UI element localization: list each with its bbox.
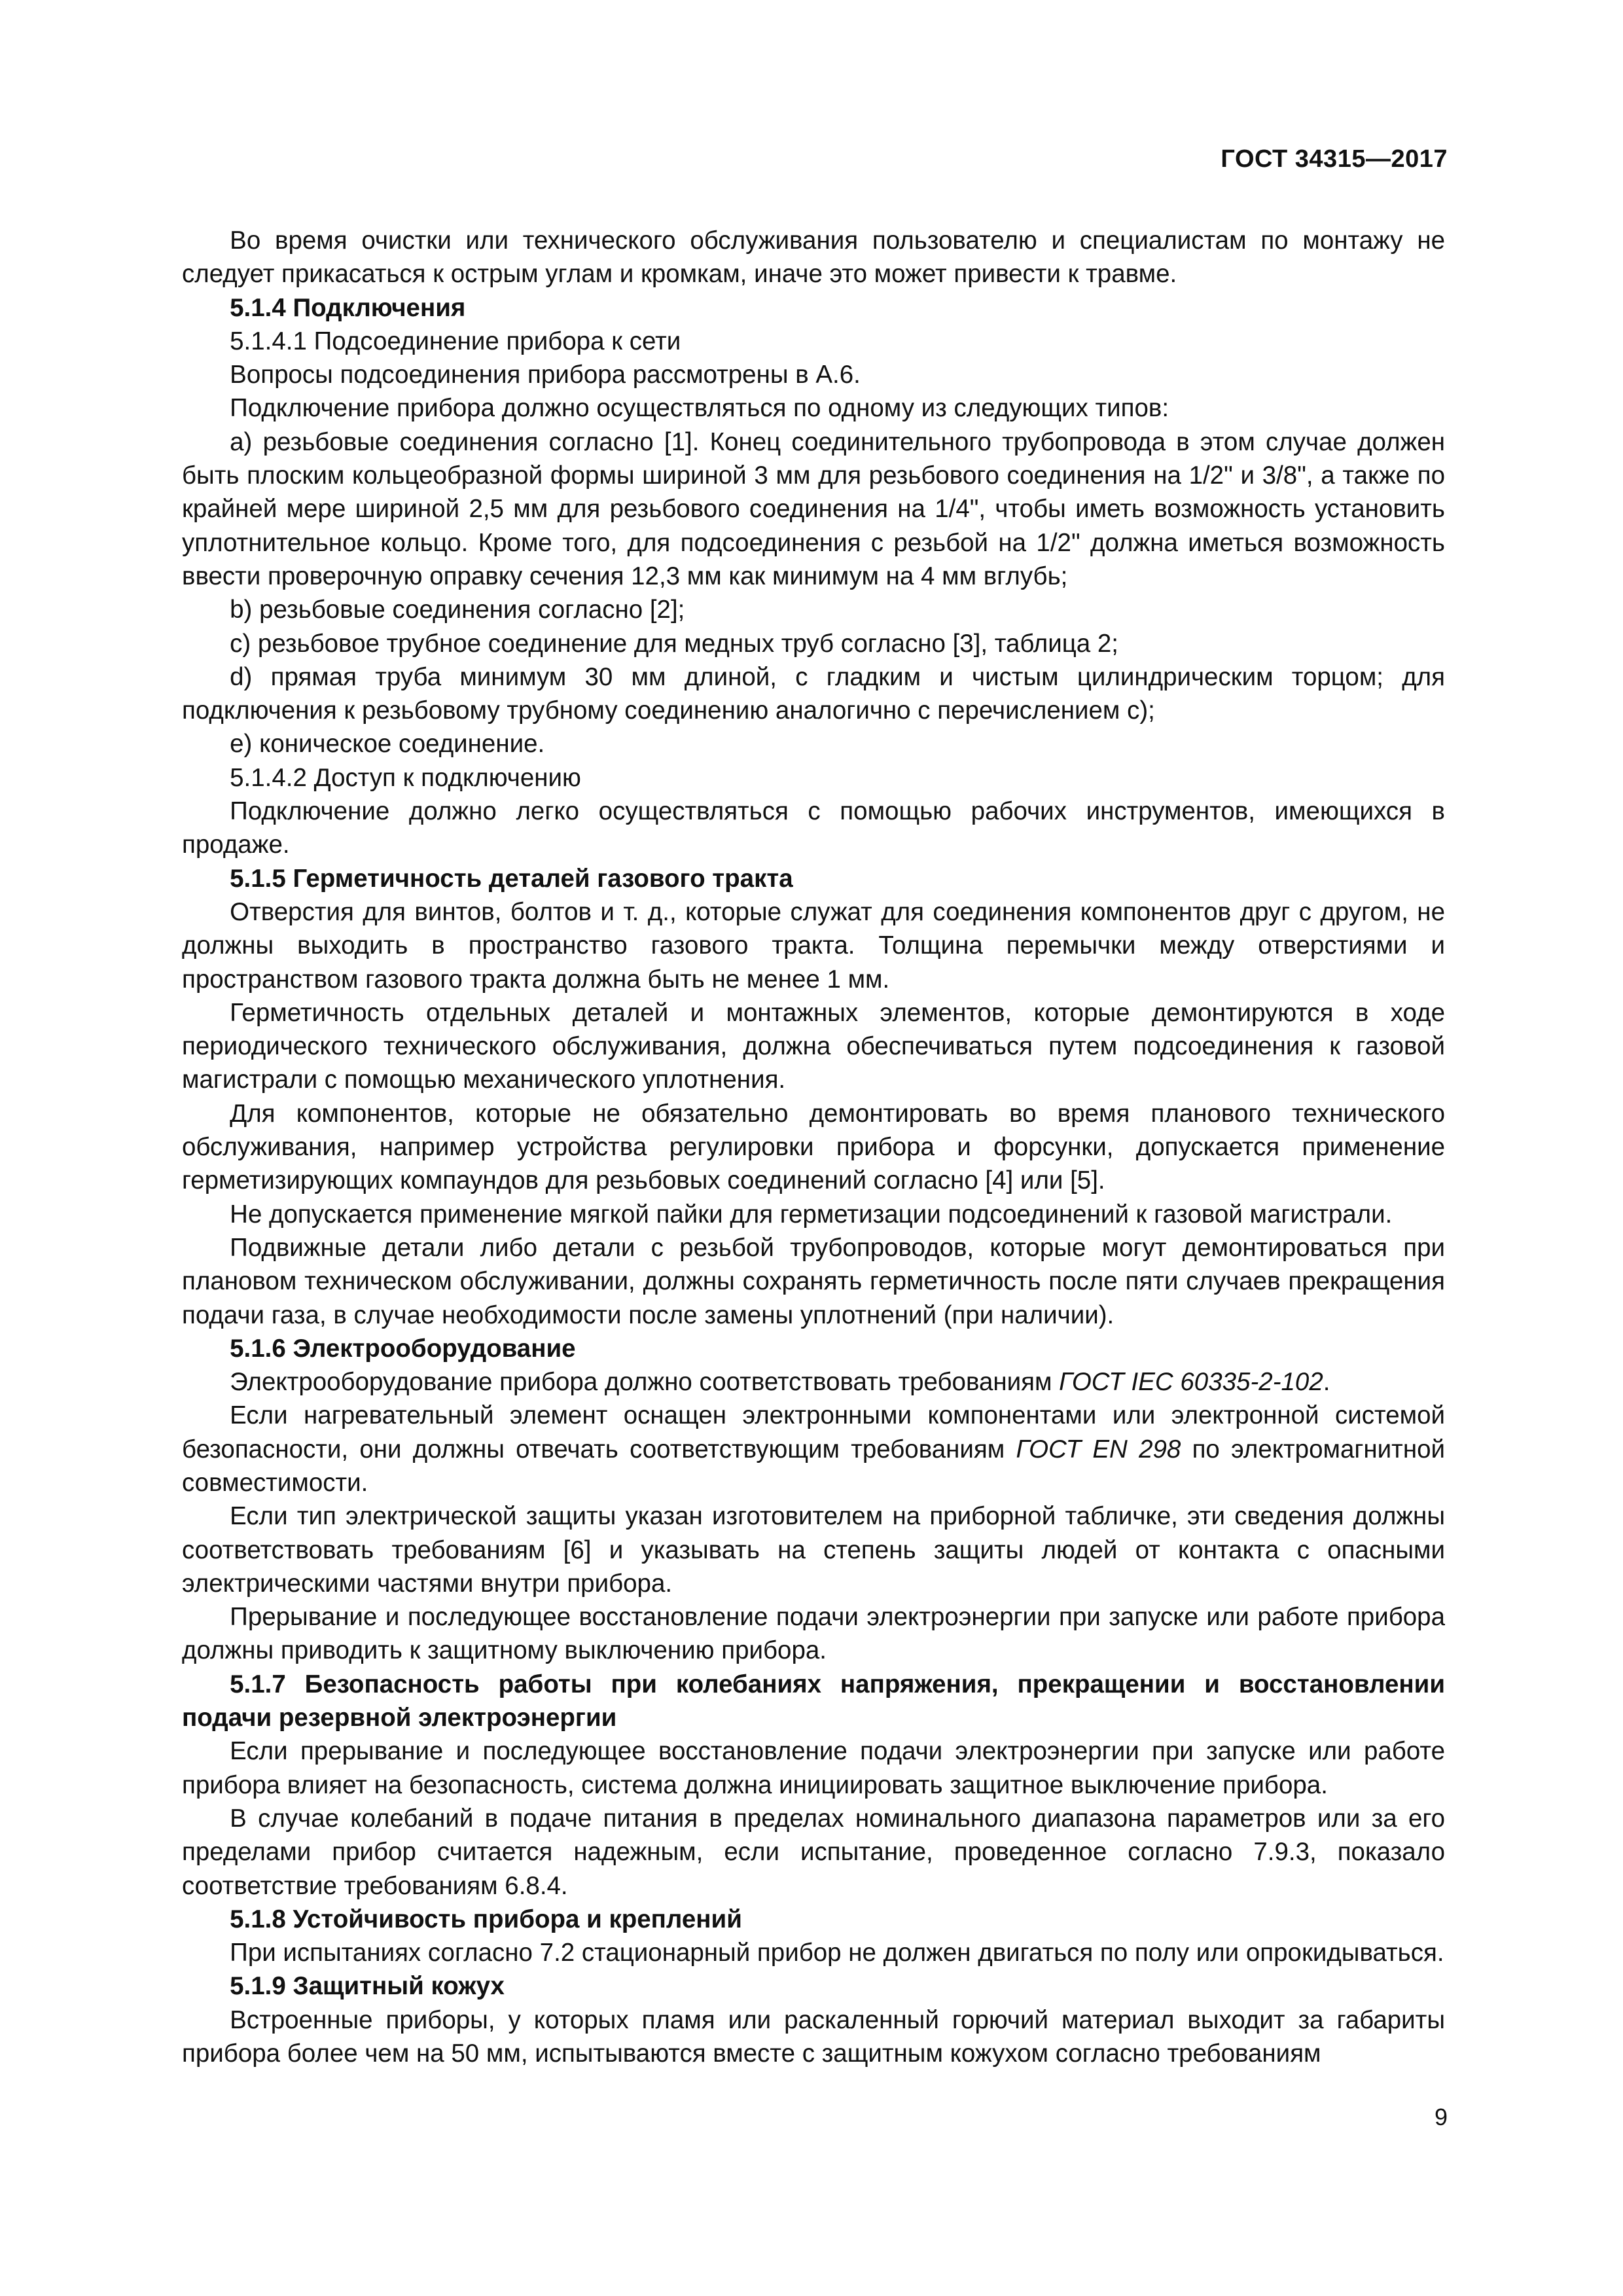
paragraph: Прерывание и последующее восстановление подачи электроэнергии при запуске или работе прибора должны приводить к защитному выключению прибора.	[182, 1603, 1445, 1665]
section-heading: 5.1.6 Электрооборудование	[230, 1334, 576, 1363]
paragraph: а) резьбовые соединения согласно [1]. Конец соединительного трубопровода в этом случае должен быть плоским кольцеобразной формы шириной 3 мм для резьбового соединения на 1/2" и 3/8", а также по крайней мере шириной 2,5 мм для резьбового соединения на 1/4", чтобы иметь возможность установить уплотнительное кольцо. Кроме того, для подсоединения с резьбой на 1/2" должна иметься возможность ввести проверочную оправку сечения 12,3 мм как минимум на 4 мм вглубь;	[182, 427, 1445, 590]
paragraph-text: Если нагревательный элемент оснащен электронными компонентами или электронной системой безопасности, они должны отвечать соответствующим требованиям	[182, 1401, 1445, 1463]
paragraph: Встроенные приборы, у которых пламя или раскаленный горючий материал выходит за габариты прибора более чем на 50 мм, испытываются вместе с защитным кожухом согласно требованиям	[182, 2005, 1445, 2068]
paragraph: Если тип электрической защиты указан изготовителем на приборной табличке, эти сведения должны соответствовать требованиям [6] и указывать на степень защиты людей от контакта с опасными электрическими частями внутри прибора.	[182, 1502, 1445, 1598]
paragraph: Вопросы подсоединения прибора рассмотрены в А.6.	[230, 361, 861, 389]
paragraph: e) коническое соединение.	[230, 730, 545, 759]
paragraph-text-tail: по электромагнитной совместимости.	[182, 1435, 1445, 1497]
paragraph-text-tail: .	[1323, 1368, 1330, 1397]
section-heading: 5.1.4 Подключения	[230, 293, 466, 322]
paragraph: Во время очистки или технического обслуживания пользователю и специалистам по монтажу не следует прикасаться к острым углам и кромкам, иначе это может привести к травме.	[182, 226, 1445, 289]
section-heading: 5.1.8 Устойчивость прибора и креплений	[230, 1905, 742, 1933]
paragraph	[182, 1399, 1445, 1499]
paragraph: В случае колебаний в подаче питания в пределах номинального диапазона параметров или за его пределами прибор считается надежным, если испытание, проведенное согласно 7.9.3, показало соответствие требованиям 6.8.4.	[182, 1804, 1445, 1900]
paragraph: Герметичность отдельных деталей и монтажных элементов, которые демонтируются в ходе периодического технического обслуживания, должна обеспечиваться путем подсоединения к газовой магистрали с помощью механического уплотнения.	[182, 998, 1445, 1094]
paragraph: При испытаниях согласно 7.2 стационарный прибор не должен двигаться по полу или опрокидываться.	[230, 1939, 1444, 1967]
paragraph	[182, 1365, 1445, 1399]
standard-reference: ГОСТ IEC 60335-2-102	[1059, 1368, 1323, 1397]
standard-reference: ГОСТ EN 298	[1016, 1435, 1181, 1463]
page-number: 9	[1434, 2104, 1448, 2130]
paragraph: Подвижные детали либо детали с резьбой трубопроводов, которые могут демонтироваться при плановом техническом обслуживании, должны сохранять герметичность после пяти случаев прекращения подачи газа, в случае необходимости после замены уплотнений (при наличии).	[182, 1233, 1445, 1329]
paragraph: Не допускается применение мягкой пайки для герметизации подсоединений к газовой магистрали.	[230, 1200, 1393, 1229]
paragraph: Если прерывание и последующее восстановление подачи электроэнергии при запуске или работе прибора влияет на безопасность, система должна инициировать защитное выключение прибора.	[182, 1737, 1445, 1799]
paragraph: 5.1.4.1 Подсоединение прибора к сети	[230, 327, 681, 355]
document-number: ГОСТ 34315—2017	[1221, 145, 1448, 173]
paragraph: Подключение прибора должно осуществляться по одному из следующих типов:	[230, 394, 1169, 423]
paragraph: Для компонентов, которые не обязательно демонтировать во время планового технического обслуживания, например устройства регулировки прибора и форсунки, допускается применение герметизирующих компаундов для резьбовых соединений согласно [4] или [5].	[182, 1099, 1445, 1195]
paragraph: 5.1.4.2 Доступ к подключению	[230, 763, 581, 792]
section-heading: 5.1.7 Безопасность работы при колебаниях напряжения, прекращении и восстановлении подачи резервной электроэнергии	[182, 1670, 1445, 1732]
page-body	[182, 224, 1445, 2070]
paragraph: Отверстия для винтов, болтов и т. д., которые служат для соединения компонентов друг с другом, не должны выходить в пространство газового тракта. Толщина перемычки между отверстиями и пространством газового тракта должна быть не менее 1 мм.	[182, 897, 1445, 994]
paragraph: c) резьбовое трубное соединение для медных труб согласно [3], таблица 2;	[230, 629, 1118, 658]
paragraph: Подключение должно легко осуществляться с помощью рабочих инструментов, имеющихся в продаже.	[182, 797, 1445, 859]
section-heading: 5.1.5 Герметичность деталей газового тракта	[230, 864, 793, 893]
section-heading: 5.1.9 Защитный кожух	[230, 1972, 505, 2001]
paragraph: d) прямая труба минимум 30 мм длиной, с гладким и чистым цилиндрическим торцом; для подключения к резьбовому трубному соединению аналогично с перечислением c);	[182, 662, 1445, 725]
paragraph: b) резьбовые соединения согласно [2];	[230, 596, 685, 624]
paragraph-text: Электрооборудование прибора должно соответствовать требованиям	[230, 1368, 1060, 1397]
